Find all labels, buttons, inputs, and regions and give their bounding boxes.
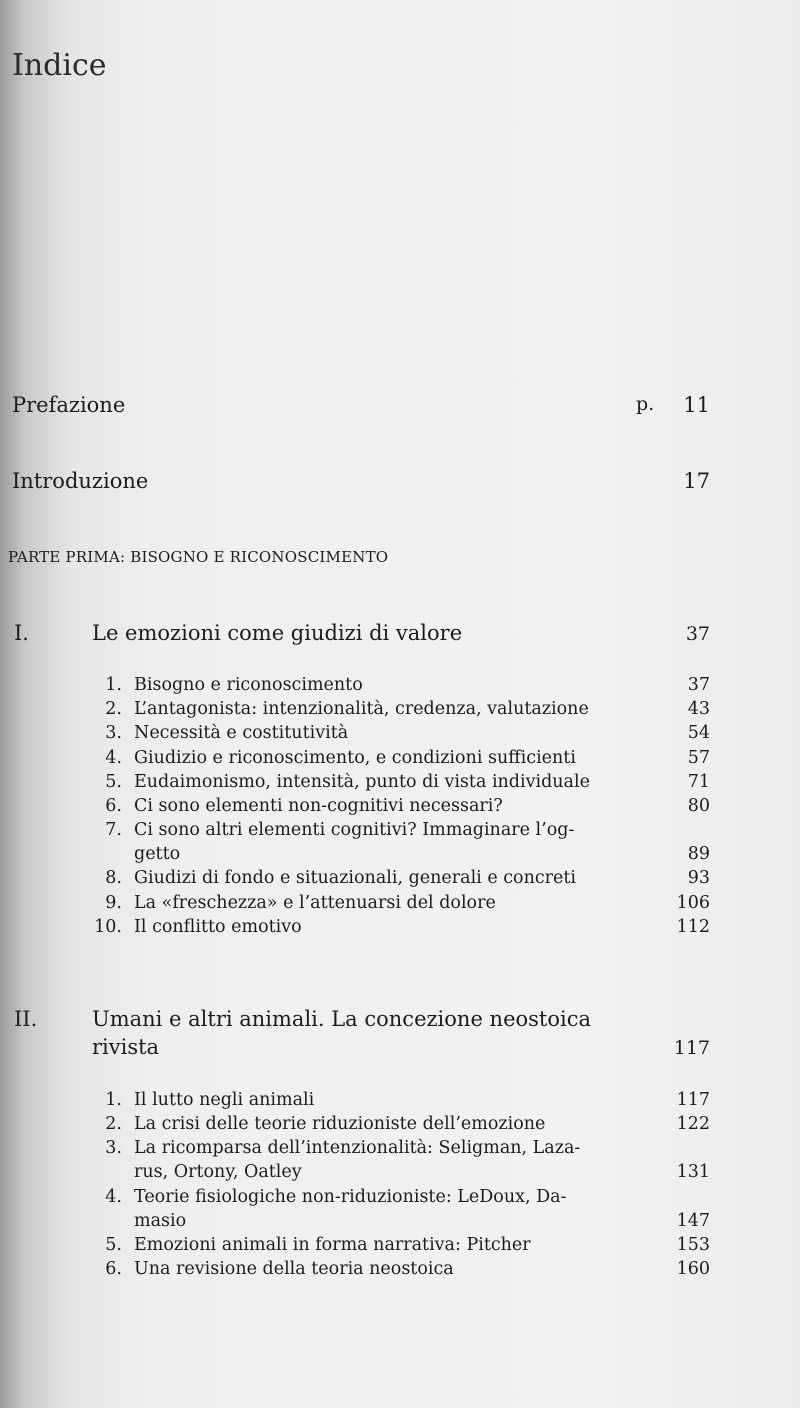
section-title-line: Ci sono altri elementi cognitivi? Immaginare l’og- [134,820,575,841]
section-page: 117 [676,1090,710,1110]
section-number: 4. [105,747,122,768]
section-page: 54 [687,723,710,744]
section-number: 6. [105,796,122,816]
chapter-title-line: Umani e altri animali. La concezione neostoica [92,1007,591,1031]
section-title-line: Il lutto negli animali [134,1090,315,1110]
section-title-line: La crisi delle teorie riduzioniste dell’emozione [134,1114,546,1135]
section-page: 80 [687,796,710,816]
section-title-line: masio [134,1210,187,1231]
toc-entry-introduzione: Introduzione [12,469,149,493]
section-page: 122 [676,1114,710,1135]
section-page: 89 [687,844,710,865]
section-page: 153 [676,1234,710,1255]
section-title-line: Teorie fisiologiche non-riduzioniste: LeDoux, Da- [134,1186,567,1207]
section-title-line: Giudizi di fondo e situazionali, generali e concreti [134,868,577,889]
chapter-numeral: II. [14,1007,38,1031]
chapter-page: 37 [685,623,710,645]
section-number: 2. [105,1114,122,1135]
section-title-line: L’antagonista: intenzionalità, credenza, valutazione [134,699,589,720]
section-number: 5. [105,1234,122,1255]
section-number: 1. [105,1090,122,1110]
section-title-line: Bisogno e riconoscimento [134,675,363,695]
section-title-line: getto [134,844,181,865]
part-heading: PARTE PRIMA: BISOGNO E RICONOSCIMENTO [8,548,389,566]
section-number: 4. [105,1186,122,1207]
chapter-title: Le emozioni come giudizi di valore [92,621,463,645]
section-page: 57 [687,747,710,768]
section-page: 37 [687,675,710,695]
section-title-line: Ci sono elementi non-cognitivi necessari? [134,796,503,816]
section-title-line: Necessità e costitutività [134,723,349,744]
section-number: 9. [105,892,122,913]
page-prefix: p. [636,393,655,415]
section-number: 2. [105,699,122,720]
section-page: 147 [676,1210,710,1231]
toc-entry-prefazione: Prefazione [12,393,126,417]
page-title: Indice [12,48,107,83]
section-number: 10. [94,916,122,937]
section-number: 6. [105,1259,122,1279]
section-page: 131 [676,1162,710,1183]
section-title-line: Il conflitto emotivo [134,916,302,937]
section-page: 112 [676,916,710,937]
section-title-line: Una revisione della teoria neostoica [134,1259,454,1279]
page-number: 17 [683,469,710,493]
section-number: 1. [105,675,122,695]
section-number: 8. [105,868,122,889]
section-number: 3. [105,723,122,744]
section-title-line: La ricomparsa dell’intenzionalità: Seligman, Laza- [134,1138,581,1159]
section-title-line: rus, Ortony, Oatley [134,1162,302,1183]
chapter-page: 117 [673,1037,710,1059]
page-number: 11 [683,393,710,417]
section-title-line: La «freschezza» e l’attenuarsi del dolore [134,892,496,913]
section-title-line: Eudaimonismo, intensità, punto di vista individuale [134,771,590,792]
section-page: 71 [687,771,710,792]
section-page: 93 [687,868,710,889]
chapter-numeral: I. [14,621,29,645]
section-number: 3. [105,1138,122,1159]
section-title-line: Giudizio e riconoscimento, e condizioni sufficienti [134,747,576,768]
section-page: 160 [676,1259,710,1279]
section-number: 7. [105,820,122,841]
chapter-title-line: rivista [92,1035,160,1059]
section-number: 5. [105,771,122,792]
section-title-line: Emozioni animali in forma narrativa: Pitcher [134,1234,531,1255]
section-page: 106 [676,892,710,913]
section-page: 43 [687,699,710,720]
